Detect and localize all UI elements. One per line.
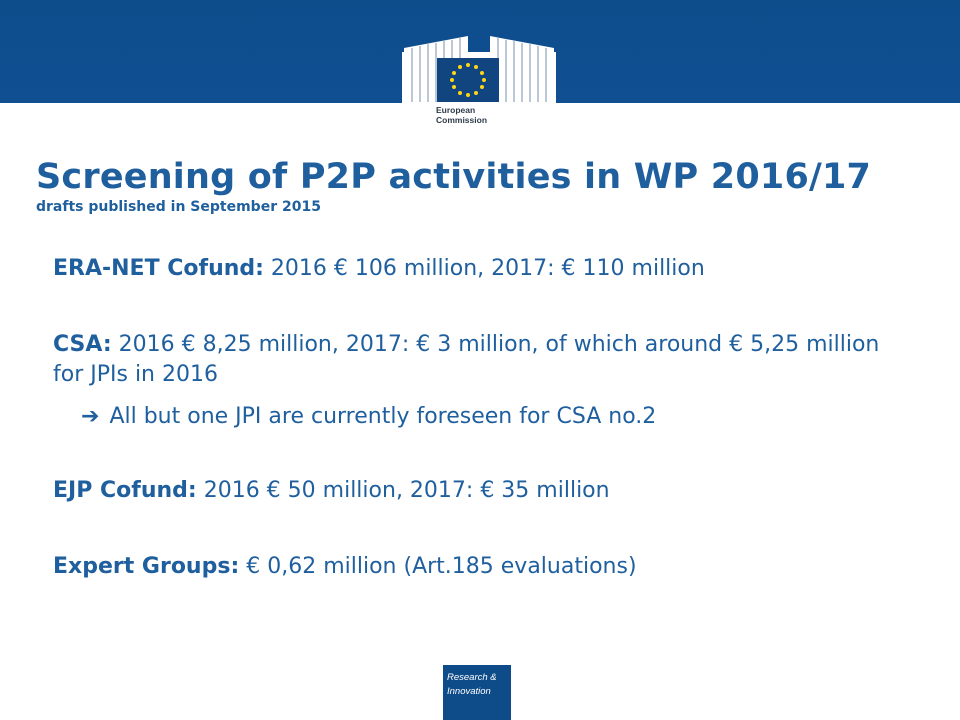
logo-line-1: European xyxy=(436,105,476,115)
badge-line-1: Research & xyxy=(447,672,497,683)
item-text: € 0,62 million (Art.185 evaluations) xyxy=(239,554,637,579)
item-csa xyxy=(53,330,913,390)
european-commission-logo xyxy=(398,18,560,134)
item-era-net xyxy=(53,254,913,284)
slide-subtitle: drafts published in September 2015 xyxy=(36,199,321,215)
item-label: ERA-NET Cofund: xyxy=(53,256,264,281)
item-expert-groups xyxy=(53,552,913,582)
item-label: EJP Cofund: xyxy=(53,478,197,503)
item-label: CSA: xyxy=(53,332,112,357)
item-ejp xyxy=(53,476,913,506)
item-text: 2016 € 8,25 million, 2017: € 3 million, of which around € 5,25 million for JPIs in 2016 xyxy=(53,332,880,387)
badge-line-2: Innovation xyxy=(447,686,491,697)
research-innovation-badge xyxy=(443,665,511,720)
item-label: Expert Groups: xyxy=(53,554,240,579)
item-text: All but one JPI are currently foreseen for CSA no.2 xyxy=(109,404,657,429)
slide-title: Screening of P2P activities in WP 2016/17 xyxy=(36,157,872,197)
arrow-right-icon: ➔ xyxy=(81,404,100,429)
logo-line-2: Commission xyxy=(436,115,488,125)
item-jpi-note xyxy=(81,402,901,432)
logo-wordmark xyxy=(436,105,487,125)
item-text: 2016 € 106 million, 2017: € 110 million xyxy=(263,256,705,281)
title-block xyxy=(36,156,936,216)
item-text: 2016 € 50 million, 2017: € 35 million xyxy=(196,478,610,503)
